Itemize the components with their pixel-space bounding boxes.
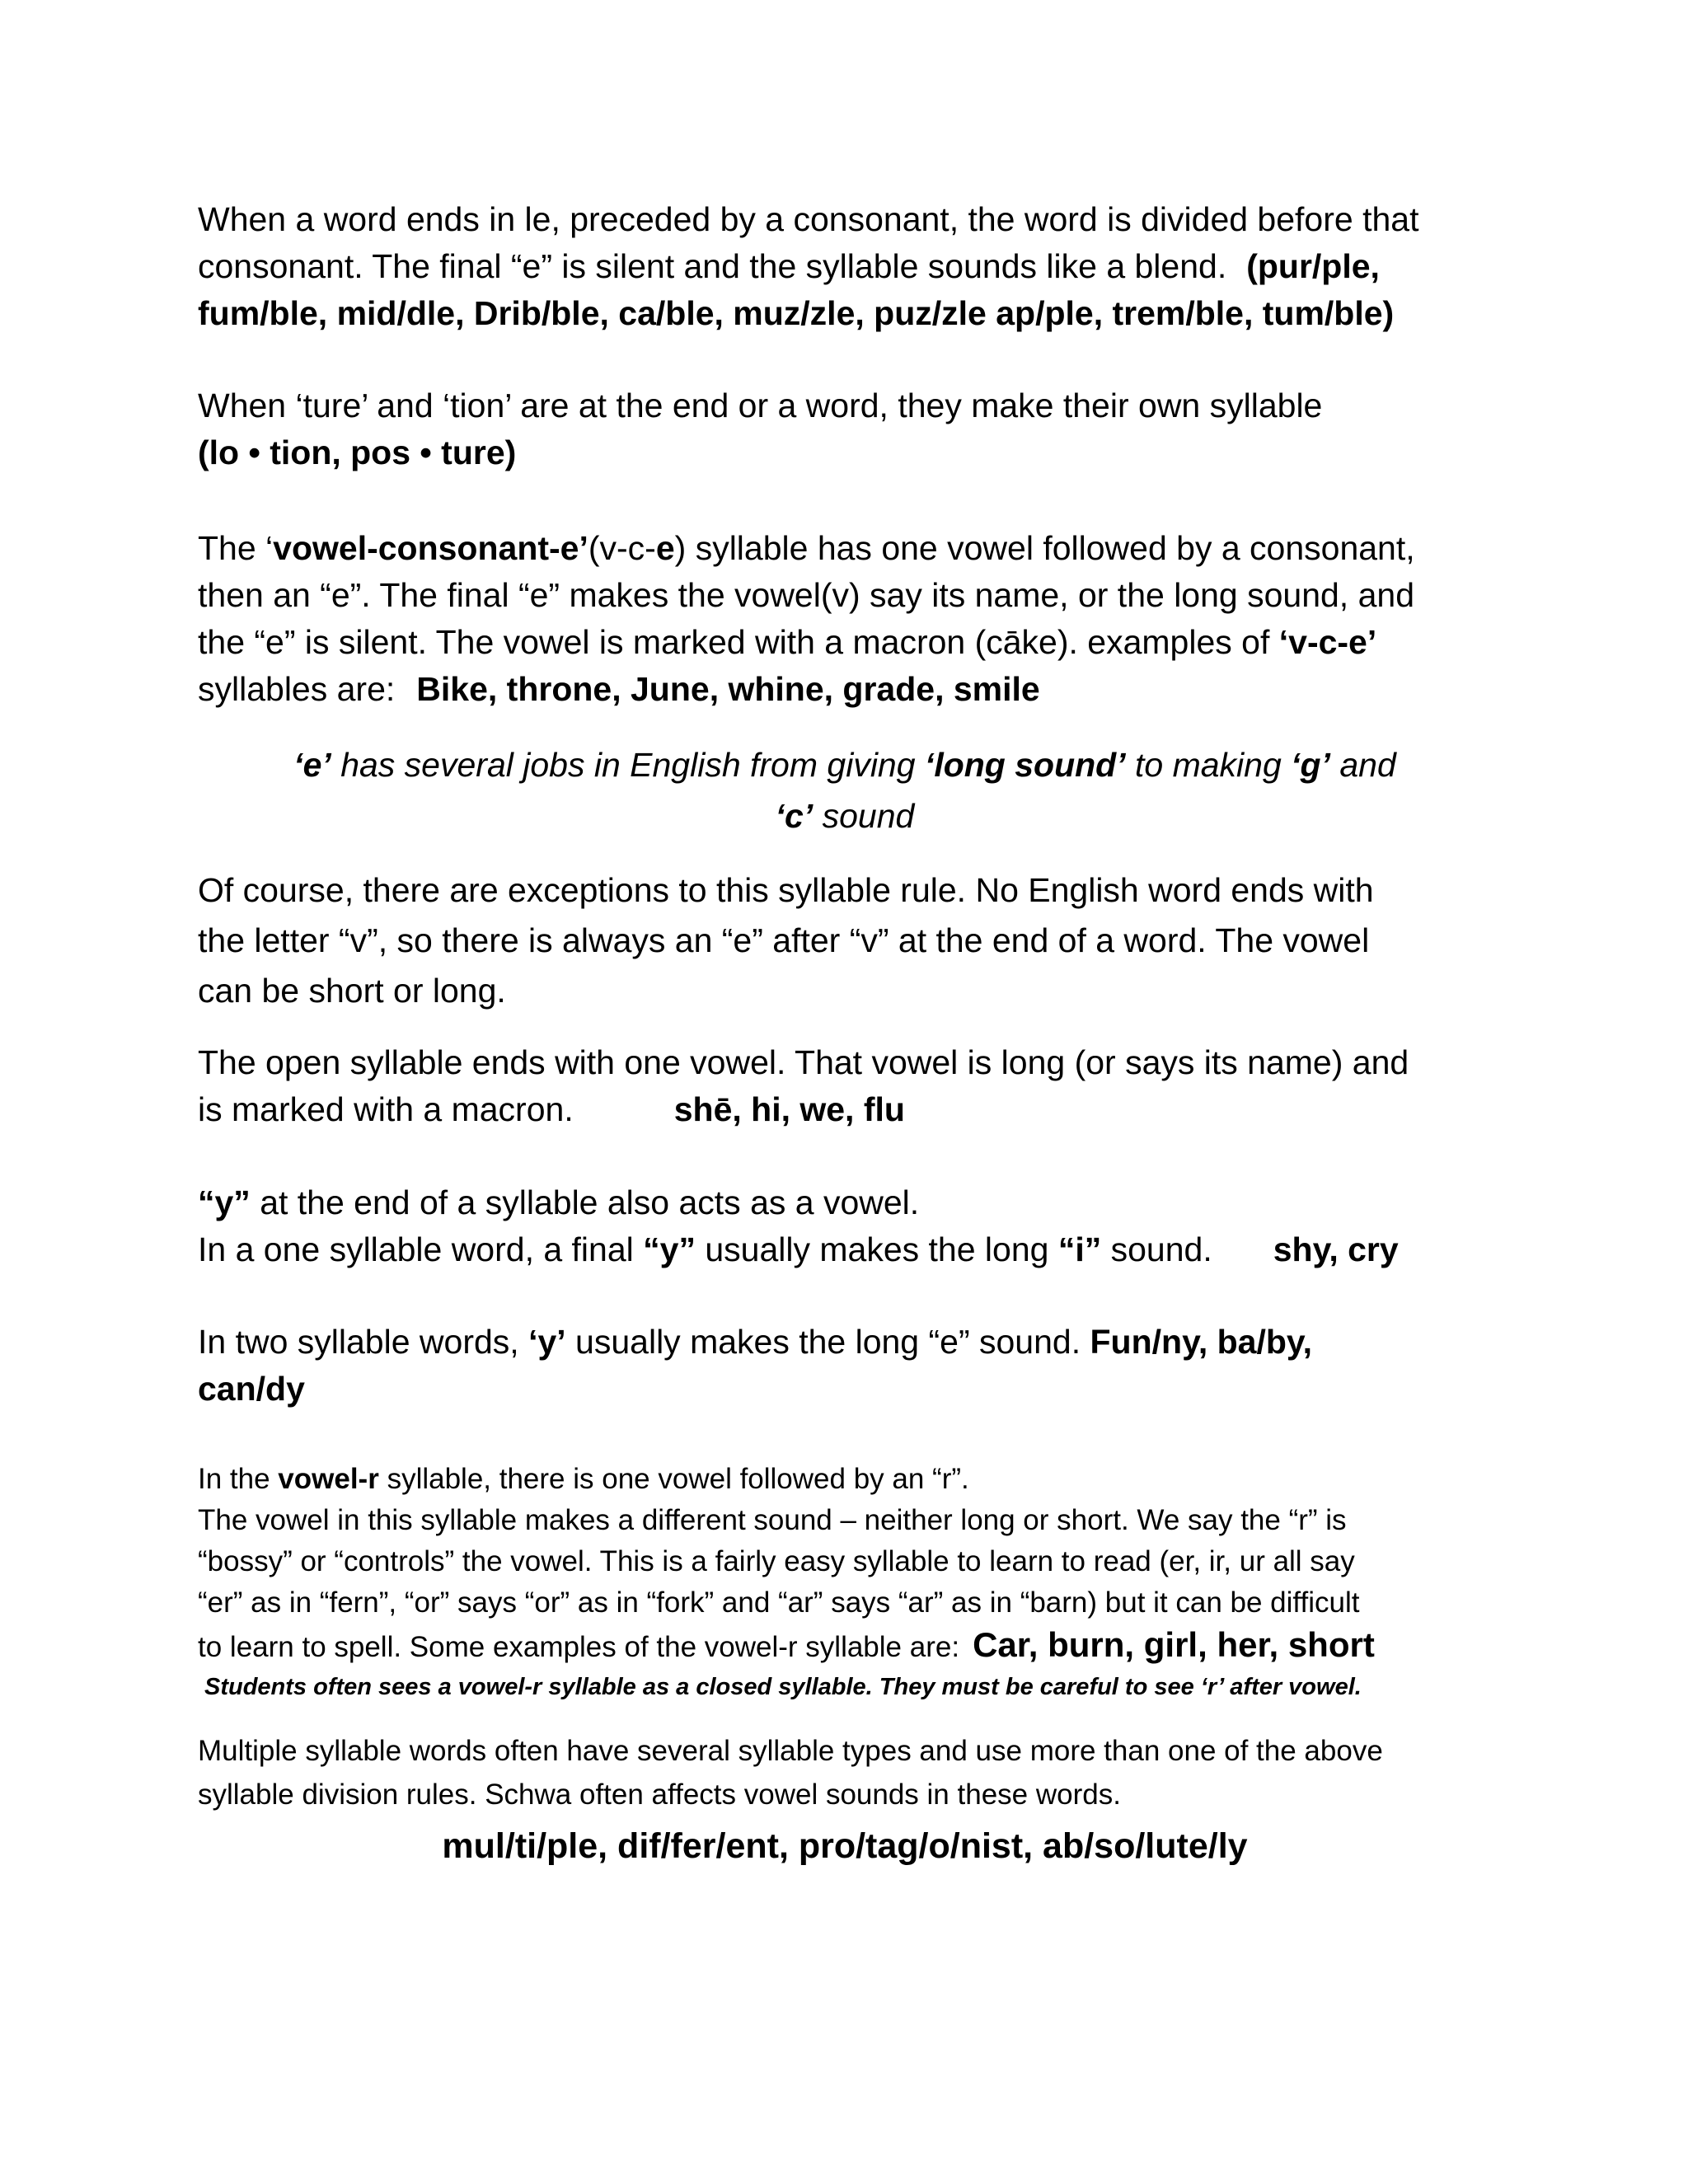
example-words: (lo • tion, pos • ture) (198, 434, 517, 471)
text-line: “bossy” or “controls” the vowel. This is a fairly easy syllable to learn to read (er, ir, ur all say (198, 1545, 1355, 1577)
text-line: syllable division rules. Schwa often affects vowel sounds in these words. (198, 1779, 1121, 1811)
multiple-syllable-paragraph (198, 1729, 1500, 1816)
text-line: When ‘ture’ and ‘tion’ are at the end or a word, they make their own syllable (198, 387, 1323, 424)
example-words: Car, burn, girl, her, short (973, 1625, 1375, 1664)
text-line: syllables are: Bike, throne, June, whine, grade, smile (198, 670, 1040, 708)
exceptions-paragraph (198, 865, 1500, 1016)
y-two-syllable-paragraph (198, 1319, 1500, 1413)
e-jobs-note (198, 739, 1492, 841)
text-line: Of course, there are exceptions to this syllable rule. No English word ends with (198, 871, 1374, 909)
text-line: “er” as in “fern”, “or” says “or” as in “fork” and “ar” says “ar” as in “barn) but it can be difficult (198, 1586, 1360, 1619)
y-vowel-paragraph (198, 1179, 1500, 1273)
text-line: The open syllable ends with one vowel. That vowel is long (or says its name) and (198, 1043, 1409, 1081)
text-line: In two syllable words, ‘y’ usually makes the long “e” sound. Fun/ny, ba/by, (198, 1323, 1313, 1361)
text-line: In the vowel-r syllable, there is one vowel followed by an “r”. (198, 1463, 969, 1495)
text-line: to learn to spell. Some examples of the vowel-r syllable are: Car, burn, girl, her, short (198, 1625, 1375, 1664)
example-words: can/dy (198, 1370, 305, 1408)
example-words: fum/ble, mid/dle, Drib/ble, ca/ble, muz/zle, puz/zle ap/ple, trem/ble, tum/ble) (198, 294, 1395, 332)
example-words: (pur/ple, (1246, 247, 1380, 285)
ture-tion-paragraph (198, 382, 1500, 476)
text-line: ‘c’ sound (775, 797, 915, 835)
final-examples: mul/ti/ple, dif/fer/ent, pro/tag/o/nist, ab/so/lute/ly (442, 1826, 1248, 1866)
text-line: the “e” is silent. The vowel is marked with a macron (cāke). examples of ‘v-c-e’ (198, 623, 1377, 661)
text-line: the letter “v”, so there is always an “e” after “v” at the end of a word. The vowel (198, 921, 1370, 959)
text-line: ‘e’ has several jobs in English from giving ‘long sound’ to making ‘g’ and (293, 746, 1396, 784)
example-words: Bike, throne, June, whine, grade, smile (416, 670, 1040, 708)
text-line: then an “e”. The final “e” makes the vowel(v) say its name, or the long sound, and (198, 576, 1414, 614)
le-rule-paragraph (198, 196, 1500, 337)
text-line: The ‘vowel-consonant-e’(v-c-e) syllable has one vowel followed by a consonant, (198, 529, 1415, 567)
text-line: is marked with a macron. shē, hi, we, flu (198, 1090, 905, 1128)
text-line: The vowel in this syllable makes a different sound – neither long or short. We say the “r” is (198, 1504, 1347, 1536)
example-words: shē, hi, we, flu (673, 1090, 905, 1128)
vce-paragraph (198, 525, 1500, 713)
example-words: shy, cry (1273, 1230, 1399, 1268)
text-line: In a one syllable word, a final “y” usually makes the long “i” sound. shy, cry (198, 1230, 1399, 1268)
open-syllable-paragraph (198, 1039, 1500, 1133)
student-note: Students often sees a vowel-r syllable as a closed syllable. They must be careful to see ‘r’ after vowel. (204, 1674, 1362, 1700)
text-line: “y” at the end of a syllable also acts as a vowel. (198, 1183, 920, 1221)
text-line: consonant. The final “e” is silent and the syllable sounds like a blend. (pur/ple, (198, 247, 1380, 285)
text-line: When a word ends in le, preceded by a consonant, the word is divided before that (198, 200, 1419, 238)
text-line: can be short or long. (198, 972, 506, 1010)
vowel-r-paragraph (198, 1459, 1500, 1705)
text-line: Multiple syllable words often have several syllable types and use more than one of the above (198, 1735, 1383, 1767)
example-words: Fun/ny, ba/by, (1090, 1323, 1313, 1361)
